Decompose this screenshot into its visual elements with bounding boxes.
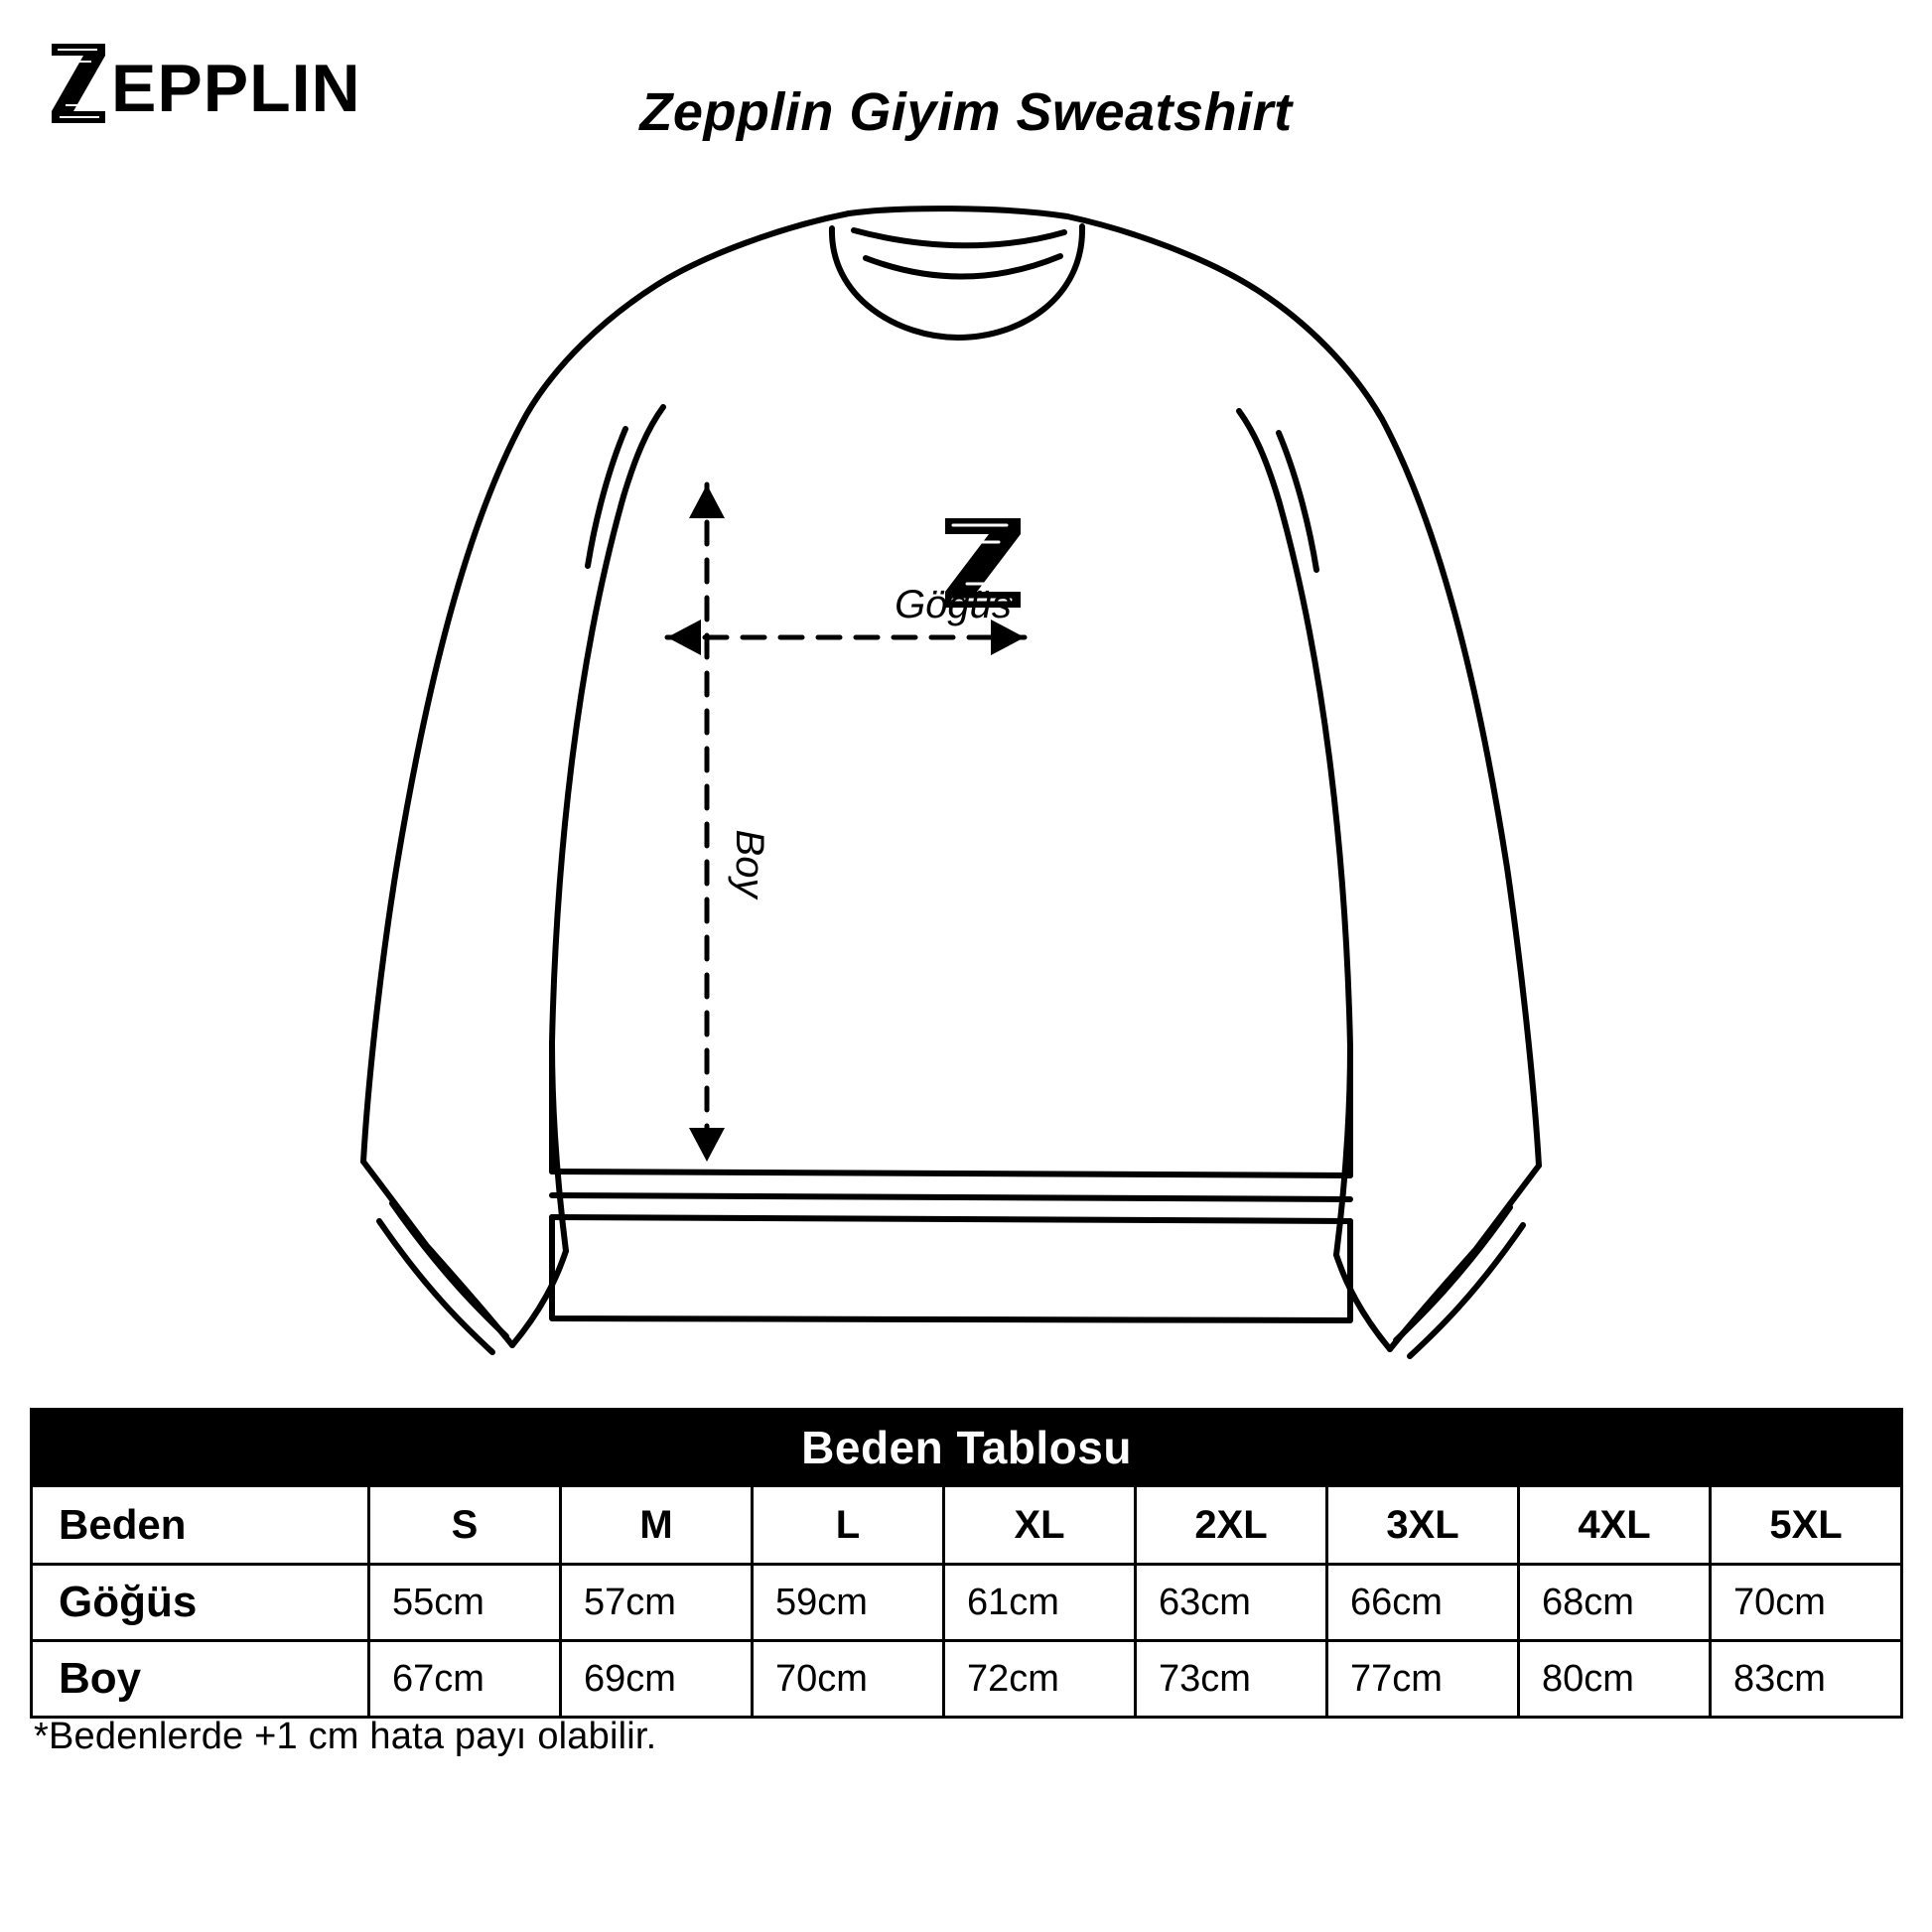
chest-measure-label: Göğüs	[895, 583, 1012, 626]
length-m: 69cm	[561, 1641, 753, 1718]
chest-3xl: 66cm	[1327, 1565, 1519, 1641]
length-s: 67cm	[369, 1641, 561, 1718]
chest-l: 59cm	[753, 1565, 944, 1641]
row-label-length: Boy	[32, 1641, 369, 1718]
length-l: 70cm	[753, 1641, 944, 1718]
length-4xl: 80cm	[1519, 1641, 1711, 1718]
header-cell-xl: XL	[944, 1486, 1136, 1565]
chest-xl: 61cm	[944, 1565, 1136, 1641]
header-cell-m: M	[561, 1486, 753, 1565]
page-title	[0, 81, 1932, 143]
chest-s: 55cm	[369, 1565, 561, 1641]
size-table	[30, 1408, 1903, 1719]
page-title-light: Zepplin Giyim	[639, 82, 1017, 142]
chest-m: 57cm	[561, 1565, 753, 1641]
table-title: Beden Tablosu	[32, 1410, 1902, 1486]
brand-logo-text: EPPLIN	[111, 51, 361, 126]
chest-5xl: 70cm	[1711, 1565, 1902, 1641]
length-3xl: 77cm	[1327, 1641, 1519, 1718]
header-cell-3xl: 3XL	[1327, 1486, 1519, 1565]
length-5xl: 83cm	[1711, 1641, 1902, 1718]
length-xl: 72cm	[944, 1641, 1136, 1718]
length-2xl: 73cm	[1136, 1641, 1327, 1718]
chest-4xl: 68cm	[1519, 1565, 1711, 1641]
header-cell-5xl: 5XL	[1711, 1486, 1902, 1565]
header-cell-l: L	[753, 1486, 944, 1565]
table-row	[32, 1565, 1902, 1641]
sweatshirt-illustration	[0, 169, 1932, 1360]
footnote: *Bedenlerde +1 cm hata payı olabilir.	[34, 1716, 657, 1757]
page-title-heavy: Sweatshirt	[1016, 82, 1293, 142]
header-cell-4xl: 4XL	[1519, 1486, 1711, 1565]
chest-2xl: 63cm	[1136, 1565, 1327, 1641]
table-title-row	[32, 1410, 1902, 1486]
table-row	[32, 1641, 1902, 1718]
header-cell-size: Beden	[32, 1486, 369, 1565]
table-header-row	[32, 1486, 1902, 1565]
header	[0, 0, 1932, 189]
row-label-chest: Göğüs	[32, 1565, 369, 1641]
header-cell-s: S	[369, 1486, 561, 1565]
header-cell-2xl: 2XL	[1136, 1486, 1327, 1565]
length-measure-label: Boy	[728, 829, 771, 898]
